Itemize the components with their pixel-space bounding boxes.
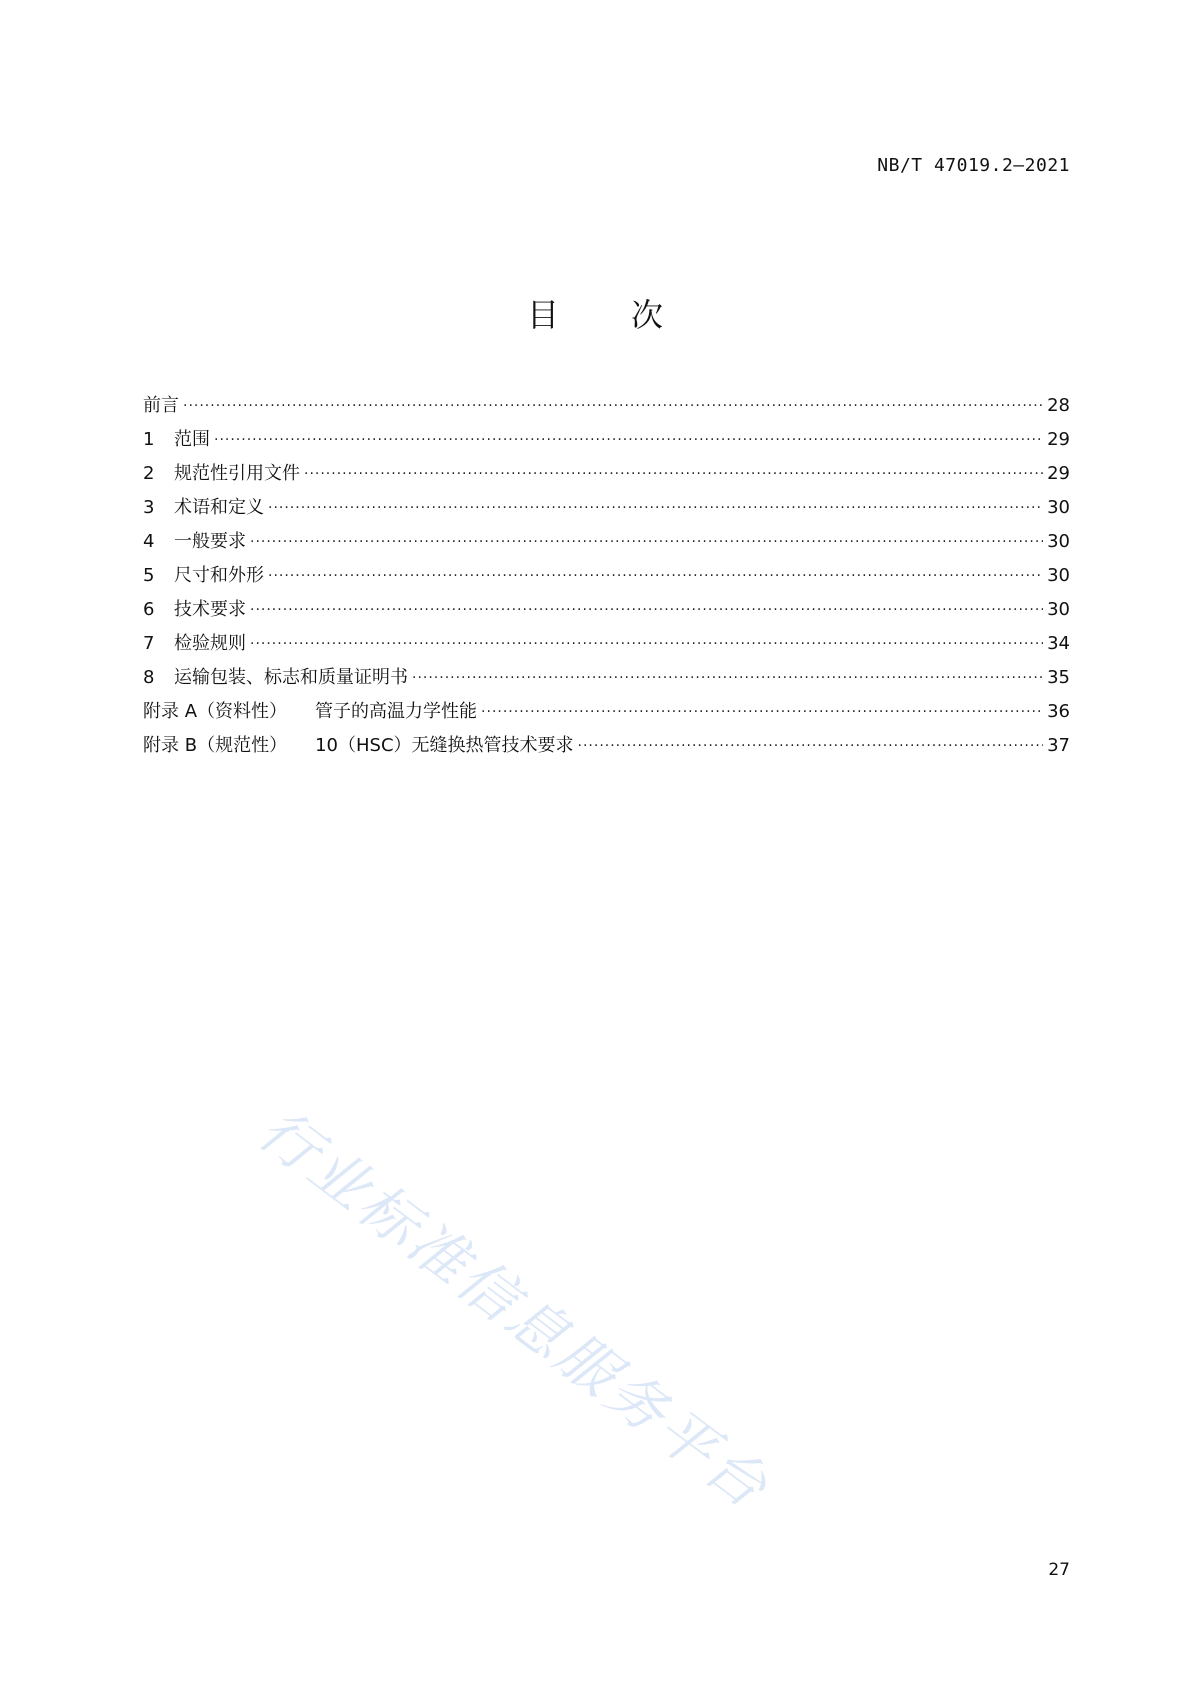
toc-entry-page: 29 (1047, 463, 1070, 484)
toc-entry-number: 4 (143, 531, 155, 552)
toc-entry-text: 10（HSC）无缝换热管技术要求 (315, 735, 574, 756)
toc-leader-dots (268, 563, 1043, 581)
toc-entry-appendix-b[interactable] (143, 731, 1070, 765)
toc-entry-page: 37 (1047, 735, 1070, 756)
toc-entry-5[interactable] (143, 561, 1070, 595)
toc-entry-6[interactable] (143, 595, 1070, 629)
toc-entry-8[interactable] (143, 663, 1070, 697)
toc-entry-page: 30 (1047, 565, 1070, 586)
page-number: 27 (1048, 1560, 1070, 1580)
toc-entry-page: 34 (1047, 633, 1070, 654)
toc-entry-page: 30 (1047, 531, 1070, 552)
toc-entry-number: 6 (143, 599, 155, 620)
toc-appendix-label: 附录 B（规范性） (143, 735, 288, 756)
toc-entry-number: 1 (143, 429, 155, 450)
toc-entry-text: 尺寸和外形 (174, 565, 264, 586)
toc-entry-page: 36 (1047, 701, 1070, 722)
toc-leader-dots (481, 699, 1043, 717)
toc-entry-page: 30 (1047, 599, 1070, 620)
toc-entry-3[interactable] (143, 493, 1070, 527)
toc-leader-dots (250, 597, 1043, 615)
watermark: 行业标准信息服务平台 (246, 1095, 783, 1523)
toc-entry-preface[interactable] (143, 391, 1070, 425)
toc-entry-page: 29 (1047, 429, 1070, 450)
toc-entry-2[interactable] (143, 459, 1070, 493)
toc-entry-page: 35 (1047, 667, 1070, 688)
toc-entry-number: 2 (143, 463, 155, 484)
toc-entry-text: 术语和定义 (174, 497, 264, 518)
toc-entry-number: 8 (143, 667, 155, 688)
toc-entry-text: 一般要求 (174, 531, 246, 552)
toc-entry-text: 范围 (174, 429, 210, 450)
toc-entry-text: 前言 (143, 395, 179, 416)
toc-appendix-label: 附录 A（资料性） (143, 701, 288, 722)
toc-entry-1[interactable] (143, 425, 1070, 459)
toc-entry-page: 30 (1047, 497, 1070, 518)
toc-leader-dots (183, 393, 1043, 411)
toc-entry-text: 检验规则 (174, 633, 246, 654)
toc-leader-dots (578, 733, 1044, 751)
toc-entry-text: 技术要求 (174, 599, 246, 620)
table-of-contents (143, 391, 1070, 765)
toc-entry-7[interactable] (143, 629, 1070, 663)
toc-entry-number: 7 (143, 633, 155, 654)
toc-entry-number: 3 (143, 497, 155, 518)
title-char-2: 次 (631, 296, 664, 334)
toc-leader-dots (250, 529, 1043, 547)
toc-entry-4[interactable] (143, 527, 1070, 561)
toc-entry-page: 28 (1047, 395, 1070, 416)
toc-leader-dots (250, 631, 1043, 649)
page-title (0, 290, 1190, 336)
toc-leader-dots (412, 665, 1043, 683)
toc-leader-dots (214, 427, 1043, 445)
document-number: NB/T 47019.2—2021 (877, 155, 1070, 176)
toc-entry-text: 规范性引用文件 (174, 463, 300, 484)
toc-leader-dots (268, 495, 1043, 513)
toc-entry-text: 运输包装、标志和质量证明书 (174, 667, 408, 688)
toc-entry-appendix-a[interactable] (143, 697, 1070, 731)
toc-entry-number: 5 (143, 565, 155, 586)
toc-leader-dots (304, 461, 1043, 479)
title-char-1: 目 (526, 296, 559, 334)
toc-entry-text: 管子的高温力学性能 (315, 701, 478, 722)
